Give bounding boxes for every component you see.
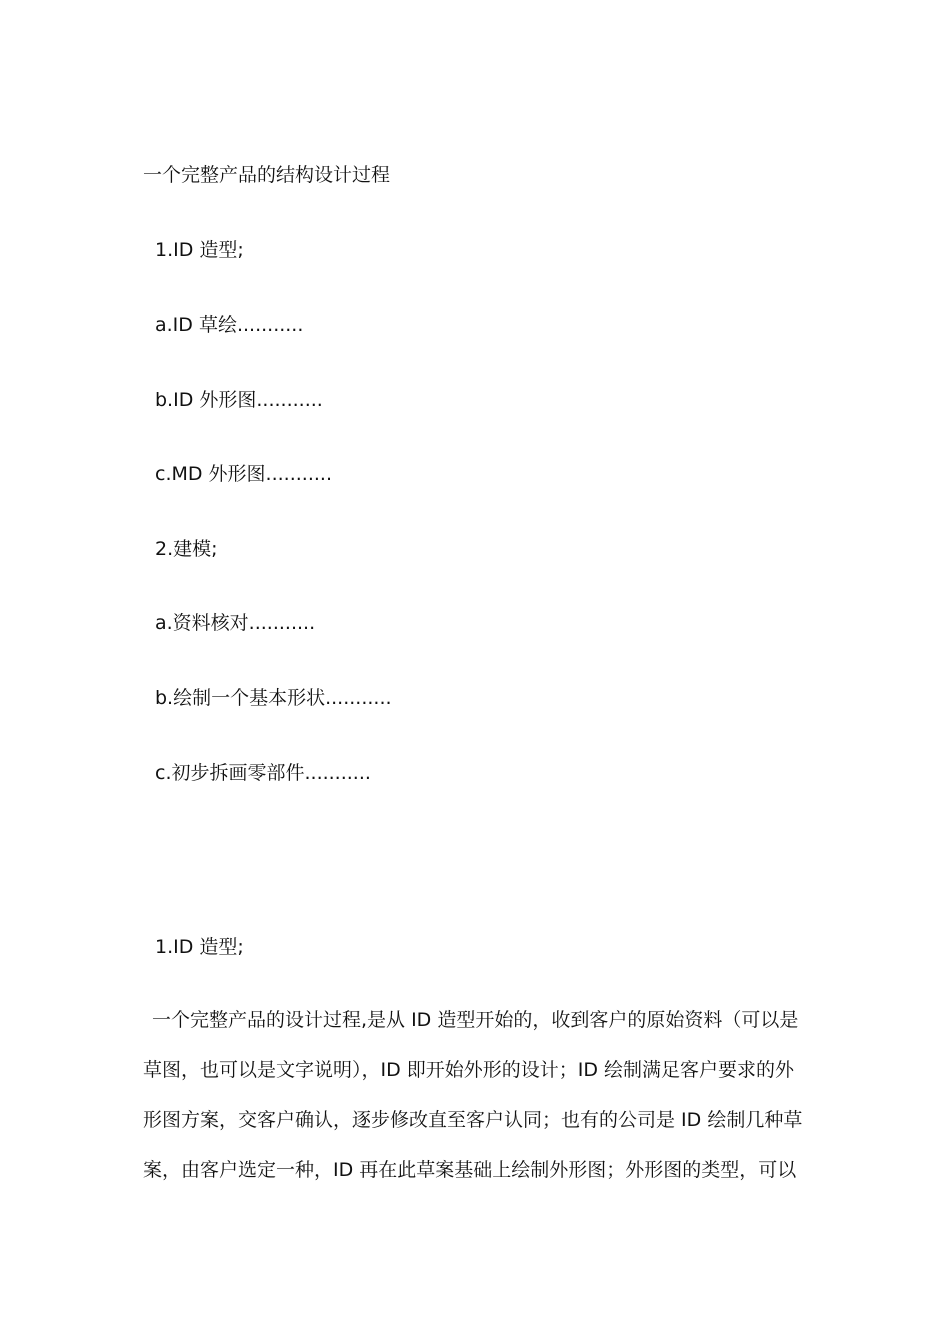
outline-item-2: 2.建模; [155, 538, 218, 560]
outline-item-2a: a.资料核对........... [155, 612, 316, 634]
outline-item-2c: c.初步拆画零部件........... [155, 762, 371, 784]
body-paragraph [143, 1008, 808, 1208]
paragraph-line: 案，由客户选定一种，ID 再在此草案基础上绘制外形图；外形图的类型，可以 [143, 1159, 797, 1181]
outline-item-1c: c.MD 外形图........... [155, 463, 332, 485]
outline-item-1b: b.ID 外形图........... [155, 389, 323, 411]
section-heading: 1.ID 造型; [155, 936, 244, 958]
document-title: 一个完整产品的结构设计过程 [143, 164, 391, 186]
paragraph-line: 形图方案，交客户确认，逐步修改直至客户认同；也有的公司是 ID 绘制几种草 [143, 1109, 803, 1131]
paragraph-line: 草图，也可以是文字说明），ID 即开始外形的设计；ID 绘制满足客户要求的外 [143, 1059, 795, 1081]
outline-item-2b: b.绘制一个基本形状........... [155, 687, 392, 709]
outline-item-1: 1.ID 造型; [155, 239, 244, 261]
outline-item-1a: a.ID 草绘........... [155, 314, 304, 336]
paragraph-line: 一个完整产品的设计过程,是从 ID 造型开始的，收到客户的原始资料（可以是 [152, 1009, 799, 1031]
